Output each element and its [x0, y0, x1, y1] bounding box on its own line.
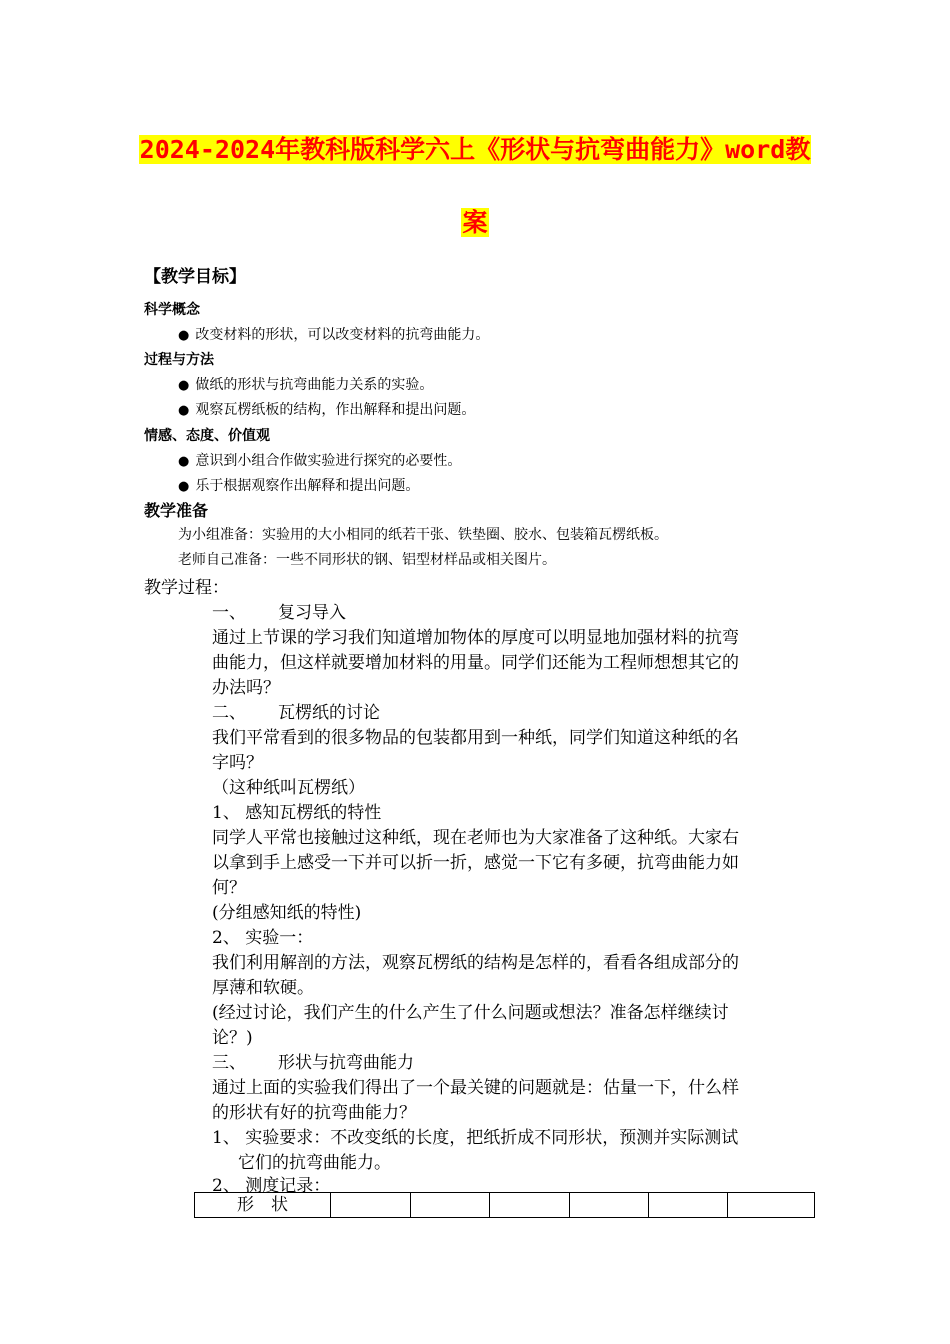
table-cell: [728, 1193, 814, 1217]
attitude-item-text: 乐于根据观察作出解释和提出问题。: [195, 478, 420, 494]
section-2-heading: [212, 698, 380, 723]
objectives-heading: 【教学目标】: [144, 267, 246, 287]
section-title: 形状与抗弯曲能力: [278, 1053, 414, 1073]
paragraph-line: 办法吗？: [212, 678, 280, 698]
paragraph-line: 曲能力，但这样就要增加材料的用量。同学们还能为工程师想想其它的: [212, 653, 739, 673]
paragraph-line: 同学人平常也接触过这种纸，现在老师也为大家准备了这种纸。大家右: [212, 828, 739, 848]
subitem-heading: 1、 实验要求：不改变纸的长度，把纸折成不同形状，预测并实际测试: [212, 1128, 739, 1148]
bullet-icon: ●: [178, 454, 190, 469]
table-cell: [331, 1193, 411, 1217]
section-title: 瓦楞纸的讨论: [278, 703, 380, 723]
concept-item-text: 改变材料的形状，可以改变材料的抗弯曲能力。: [195, 327, 490, 343]
paragraph-line: （这种纸叫瓦楞纸）: [212, 778, 365, 798]
document-title-line2: 案: [462, 208, 488, 237]
bullet-icon: ●: [178, 378, 190, 393]
paragraph-line: 厚薄和软硬。: [212, 978, 314, 998]
record-table: [194, 1192, 815, 1218]
method-item: [178, 399, 475, 419]
section-number: 二、: [212, 703, 246, 723]
table-cell: [649, 1193, 728, 1217]
attitude-item: [178, 450, 461, 470]
section-number: 一、: [212, 603, 246, 623]
method-heading: 过程与方法: [144, 352, 214, 368]
table-cell: [490, 1193, 570, 1217]
method-item-text: 观察瓦楞纸板的结构，作出解释和提出问题。: [195, 402, 476, 418]
paragraph-line: 通过上节课的学习我们知道增加物体的厚度可以明显地加强材料的抗弯: [212, 628, 739, 648]
section-3-heading: [212, 1048, 414, 1073]
paragraph-line: 论？): [212, 1028, 253, 1048]
bullet-icon: ●: [178, 403, 190, 418]
subitem-heading: 2、 实验一：: [212, 928, 314, 948]
preparation-group: 为小组准备：实验用的大小相同的纸若干张、铁垫圈、胶水、包装箱瓦楞纸板。: [178, 527, 668, 543]
method-item-text: 做纸的形状与抗弯曲能力关系的实验。: [195, 377, 434, 393]
paragraph-line: (经过讨论，我们产生的什么产生了什么问题或想法？准备怎样继续讨: [212, 1003, 729, 1023]
paragraph-line: 以拿到手上感受一下并可以折一折，感觉一下它有多硬，抗弯曲能力如: [212, 853, 739, 873]
process-heading: 教学过程：: [144, 578, 229, 598]
section-title: 复习导入: [278, 603, 346, 623]
concept-item: [178, 324, 489, 344]
bullet-icon: ●: [178, 328, 190, 343]
paragraph-line: 的形状有好的抗弯曲能力？: [212, 1103, 416, 1123]
paragraph-line: 通过上面的实验我们得出了一个最关键的问题就是：估量一下，什么样: [212, 1078, 739, 1098]
subitem-heading: 1、 感知瓦楞纸的特性: [212, 803, 382, 823]
preparation-heading: 教学准备: [144, 501, 209, 520]
attitude-item: [178, 475, 419, 495]
concept-heading: 科学概念: [144, 302, 200, 318]
table-cell: [570, 1193, 649, 1217]
attitude-item-text: 意识到小组合作做实验进行探究的必要性。: [195, 453, 462, 469]
paragraph-line: 字吗？: [212, 753, 263, 773]
attitude-heading: 情感、态度、价值观: [144, 428, 270, 444]
table-cell: [411, 1193, 490, 1217]
paragraph-line: (分组感知纸的特性): [212, 903, 362, 923]
document-title-line1: 2024-2024年教科版科学六上《形状与抗弯曲能力》word教: [139, 135, 811, 164]
paragraph-line: 它们的抗弯曲能力。: [238, 1153, 391, 1173]
method-item: [178, 374, 433, 394]
section-number: 三、: [212, 1053, 246, 1073]
paragraph-line: 何？: [212, 878, 246, 898]
paragraph-line: 我们平常看到的很多物品的包装都用到一种纸，同学们知道这种纸的名: [212, 728, 739, 748]
table-header-cell: 形 状: [195, 1193, 331, 1217]
bullet-icon: ●: [178, 479, 190, 494]
section-1-heading: [212, 598, 346, 623]
subitem-heading: 2、 测度记录：: [212, 1176, 331, 1196]
preparation-teacher: 老师自己准备：一些不同形状的钢、铝型材样品或相关图片。: [178, 552, 556, 568]
paragraph-line: 我们利用解剖的方法，观察瓦楞纸的结构是怎样的，看看各组成部分的: [212, 953, 739, 973]
